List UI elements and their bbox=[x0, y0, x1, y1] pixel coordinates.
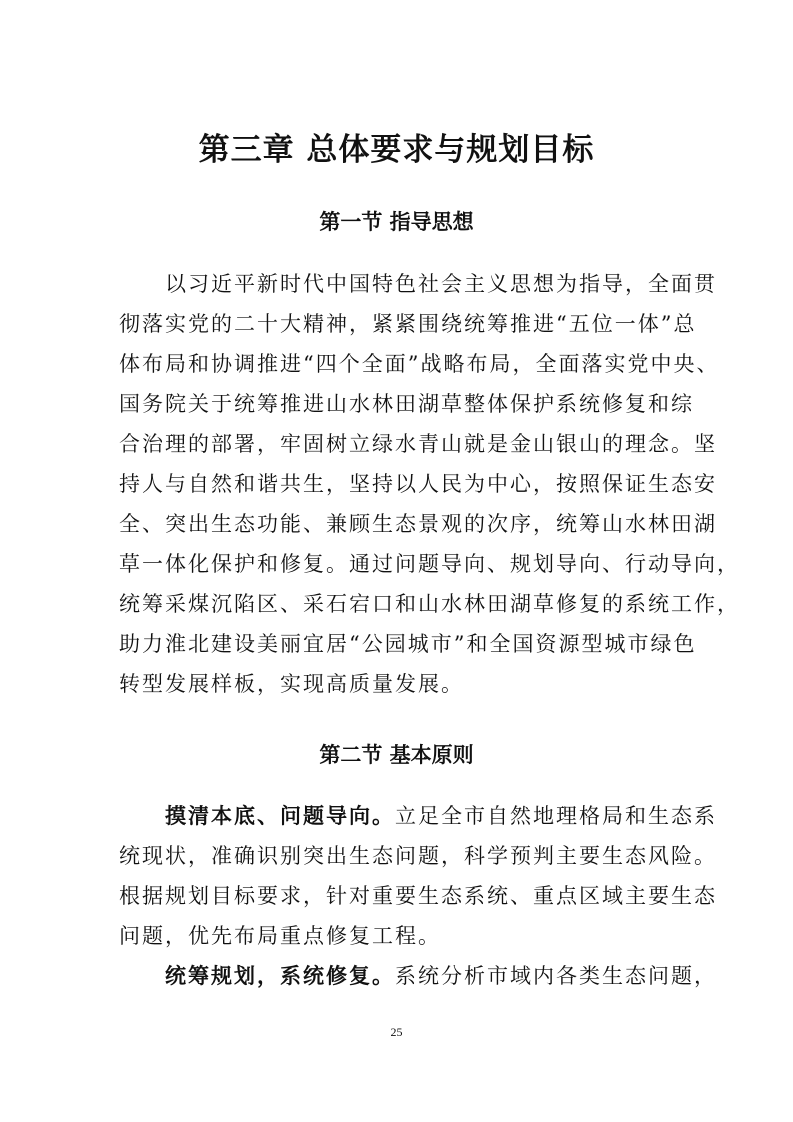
paragraph-line: 持人与自然和谐共生，坚持以人民为中心，按照保证生态安 bbox=[119, 472, 717, 496]
paragraph-line: 助力淮北建设美丽宜居“公园城市”和全国资源型城市绿色 bbox=[119, 632, 697, 656]
paragraph-guiding-ideology bbox=[119, 264, 740, 704]
section-title-basic-principles: 第二节 基本原则 bbox=[319, 743, 474, 767]
principle-lead: 摸清本底、问题导向。 bbox=[165, 804, 395, 828]
paragraph-principle-systematic bbox=[119, 956, 717, 996]
principle-text: 立足全市自然地理格局和生态系 bbox=[395, 804, 717, 828]
paragraph-line: 以习近平新时代中国特色社会主义思想为指导，全面贯 bbox=[119, 272, 717, 296]
paragraph-principle-baseline bbox=[119, 796, 717, 956]
paragraph-line: 合治理的部署，牢固树立绿水青山就是金山银山的理念。坚 bbox=[119, 432, 717, 456]
principle-text: 系统分析市域内各类生态问题， bbox=[395, 964, 717, 988]
paragraph-first-line bbox=[119, 796, 717, 836]
paragraph-line: 国务院关于统筹推进山水林田湖草整体保护系统修复和综 bbox=[119, 392, 694, 416]
paragraph-line: 全、突出生态功能、兼顾生态景观的次序，统筹山水林田湖 bbox=[119, 512, 717, 536]
paragraph-line: 问题，优先布局重点修复工程。 bbox=[119, 924, 441, 948]
section-title-guiding-ideology: 第一节 指导思想 bbox=[319, 210, 474, 234]
paragraph-line: 转型发展样板，实现高质量发展。 bbox=[119, 672, 464, 696]
paragraph-line: 统现状，准确识别突出生态问题，科学预判主要生态风险。 bbox=[119, 844, 717, 868]
paragraph-line: 统筹采煤沉陷区、采石宕口和山水林田湖草修复的系统工作， bbox=[119, 592, 740, 616]
chapter-title: 第三章 总体要求与规划目标 bbox=[198, 132, 595, 168]
paragraph-line: 草一体化保护和修复。通过问题导向、规划导向、行动导向， bbox=[119, 552, 740, 576]
paragraph-line: 彻落实党的二十大精神，紧紧围绕统筹推进“五位一体”总 bbox=[119, 312, 697, 336]
paragraph-line: 根据规划目标要求，针对重要生态系统、重点区域主要生态 bbox=[119, 884, 717, 908]
principle-lead: 统筹规划，系统修复。 bbox=[165, 964, 395, 988]
paragraph-first-line bbox=[119, 956, 717, 996]
page-number: 25 bbox=[390, 1025, 403, 1039]
paragraph-line: 体布局和协调推进“四个全面”战略布局，全面落实党中央、 bbox=[119, 352, 720, 376]
